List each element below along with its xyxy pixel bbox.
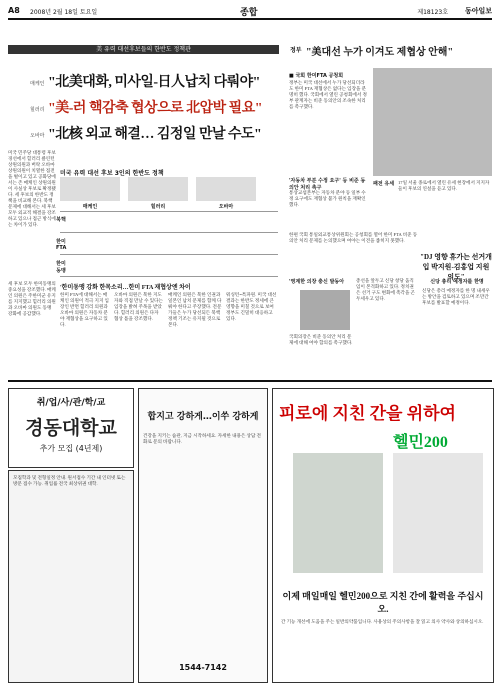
- story-subhead: '자동차 부분 수정 요구' 등 비준 동의안 처리 촉구: [289, 178, 366, 191]
- article-body: 통상교섭본부는 자동차 분야 등 일부 수정 요구에도 재협상 불가 원칙을 재확인했다.: [289, 190, 366, 207]
- table-rule: [60, 232, 278, 233]
- ad-middle-phone: 1544-7142: [179, 663, 227, 672]
- story-subhead: ■ 국회 한미FTA 공청회: [289, 73, 344, 79]
- story-band: 美 유력 대선후보들의 한반도 정책관: [8, 45, 279, 54]
- article-body: 세 후보 모두 한미동맹의 중요성을 강조했다. 매케인 의원은 주한미군 유지를 지지했고 힐러리 의원과 오바마 의원도 동맹 강화에 공감했다.: [8, 281, 56, 316]
- article-body: 한미 FTA에 대해서는 매케인 의원이 적극 지지 입장인 반면 힐러리 의원과 오바마 의원은 자동차 분야 재협상을 요구하고 있다.: [60, 292, 109, 327]
- table-col-header: 힐러리: [150, 204, 166, 210]
- photo-caption: 17일 서울 종로에서 열린 유세 현장에서 지지자들이 후보의 연설을 듣고 있다.: [398, 180, 490, 191]
- ad-liver-title: 피로에 지친 간을 위하여: [279, 404, 456, 423]
- table-row-label: 한미 동맹: [56, 261, 66, 274]
- ad-middle: [138, 388, 268, 683]
- candidate-photo: [128, 177, 188, 201]
- photo-caption-label: 패전 유세: [373, 181, 395, 187]
- article-body: 국회의장은 비준 동의안 처리 문제에 대해 여야 합의를 촉구했다.: [289, 334, 353, 345]
- article-body: 오바마 의원은 북한 지도자와 직접 만날 수 있다는 입장을 밝혀 주목을 받았다. 힐러리 의원은 다자 협상 틀을 강조했다.: [114, 292, 163, 321]
- ad-body: 건강을 지키는 습관, 지금 시작하세요. 자세한 내용은 상담 전화로 문의 바랍니다.: [143, 433, 261, 444]
- sub-headline: '한미동맹 강화 한목소리…한미 FTA 재협상엔 차이: [60, 285, 191, 291]
- quote-box: "DJ 영향 휴가는 선거개입 박지원-김홍업 지원 의도": [420, 253, 492, 281]
- ad-liver-image: [293, 453, 383, 573]
- table-rule: [60, 276, 278, 277]
- section-title: 종합: [240, 8, 258, 18]
- candidate-label: 힐러리: [30, 107, 45, 113]
- table-col-header: 매케인: [82, 204, 98, 210]
- ad-liver-brand: 헬민200: [393, 434, 448, 451]
- ads-divider: [8, 380, 492, 382]
- ad-university-detail: [8, 470, 134, 683]
- story-headline: "美대선 누가 이겨도 제협상 안해": [306, 47, 454, 58]
- headline-quote: "美-러 핵감축 협상으로 北압박 필요": [48, 101, 262, 116]
- portrait-photo: [300, 290, 350, 330]
- table-col-header: 오바마: [218, 204, 234, 210]
- candidate-photo: [60, 177, 120, 201]
- masthead: [8, 5, 492, 20]
- candidate-photo: [196, 177, 256, 201]
- ad-university: [8, 388, 134, 468]
- story-kicker: 정부: [290, 48, 302, 54]
- box-headline: 신당 총리 예정자를 한명: [430, 279, 484, 285]
- table-rule: [60, 211, 278, 212]
- ad-liver-footer: 이제 매일매일 헬민200으로 지친 간에 활력을 주십시오.: [282, 591, 484, 614]
- ad-liver: [272, 388, 494, 683]
- candidate-label: 매케인: [30, 81, 45, 87]
- ad-body: 간 기능 개선에 도움을 주는 일반의약품입니다. 사용상의 주의사항을 잘 읽고 의사 약사와 상의하십시오.: [281, 619, 484, 624]
- article-body: 신당은 총리 예정자를 한 명 내세우는 방안을 검토하고 있으며 조만간 후보를 발표할 예정이다.: [422, 288, 490, 305]
- article-body: 매케인 의원은 북한 인권과 일본인 납치 문제를 함께 다뤄야 한다고 주장했다. 전문가들은 누가 당선되든 북핵 정책 기조는 유지될 것으로 본다.: [168, 292, 222, 327]
- candidate-label: 오바마: [30, 133, 45, 139]
- headline-quote: "北核 외교 해결… 김정일 만날 수도": [48, 127, 262, 142]
- table-title: 미국 유력 대선 후보 3인의 한반도 정책: [60, 170, 164, 177]
- article-body: 총선을 앞두고 신당 창당 움직임이 본격화하고 있다. 정치권은 선거 구도 변화에 촉각을 곤두세우고 있다.: [356, 278, 415, 301]
- ad-body: 모집학과 및 전형일정 안내. 원서접수 기간 내 인터넷 또는 방문 접수 가능. 취업률 전국 최상위권 대학.: [13, 475, 126, 486]
- article-body: 한편 국회 통일외교통상위원회는 공청회를 열어 한미 FTA 비준 동의안 처리 문제를 논의했으며 여야는 이견을 좁히지 못했다.: [289, 232, 418, 243]
- table-row-label: 한미 FTA: [56, 239, 67, 251]
- article-body: 미국 민주당 대통령 후보 경선에서 힐러리 클린턴 상원의원과 버락 오바마 상원의원이 치열한 접전을 벌이고 있고 공화당에서는 존 매케인 상원의원이 사실상 후보로 확정됐다. 세 후보의 한반도 정책을 비교해 본다. 북핵 문제에 대해서는 세 후보 모두 외교적 해결을 강조하고 있으나 접근 방식에는 차이가 있다.: [8, 150, 56, 227]
- issue-date: 2008년 2월 18일 토요일: [30, 9, 98, 16]
- paper-logo: 동아일보: [464, 7, 492, 15]
- ad-university-name: 경동대학교: [25, 417, 117, 439]
- box-headline: '영계한 의장 충신 발동아: [289, 279, 345, 285]
- page-number: A8: [8, 6, 20, 15]
- ad-middle-title: 합지고 강하게…이쑤 강하게: [147, 412, 259, 422]
- ad-university-tag: 취/업/사/관/학/교: [36, 398, 106, 408]
- ad-liver-product: [393, 453, 483, 573]
- table-row-label: 북핵: [56, 217, 66, 223]
- ad-university-sub: 추가 모집 (4년제): [39, 444, 103, 453]
- issue-number: 제18123호: [417, 9, 448, 16]
- table-rule: [60, 254, 278, 255]
- article-body: 정부는 미국 대선에서 누가 당선되더라도 한미 FTA 재협상은 없다는 입장을 분명히 했다. 국회에서 열린 공청회에서 정부 관계자는 비준 동의안의 조속한 처리를 촉구했다.: [289, 80, 367, 109]
- news-photo: [373, 68, 492, 176]
- article-body: 워싱턴=특파원. 미국 대선 결과는 한반도 정세에 큰 영향을 미칠 것으로 보여 정부도 긴밀히 대응하고 있다.: [226, 292, 277, 321]
- headline-quote: "北美대화, 미사일-日人납치 다뤄야": [48, 75, 260, 90]
